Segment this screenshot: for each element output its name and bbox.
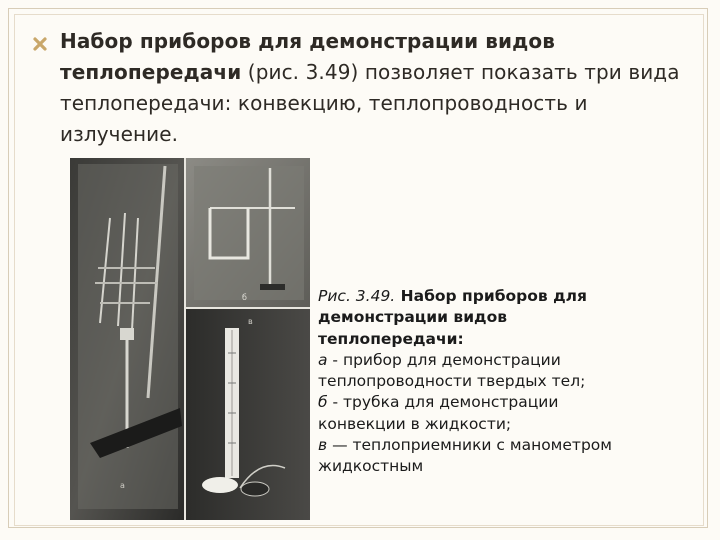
panel-label-b: б xyxy=(242,293,247,302)
panel-label-v: в xyxy=(248,317,253,326)
caption-item-b-text: - трубка для демонстрации конвекции в жидкости; xyxy=(318,393,559,433)
photo-panel-v xyxy=(185,308,310,520)
photo-panel-b xyxy=(185,158,310,308)
x-bullet-icon xyxy=(32,36,48,52)
caption-title: Набор приборов для демонстрации видов теплопередачи: xyxy=(318,287,587,348)
caption-item-v-text: — теплоприемники с манометром жидкостным xyxy=(318,436,612,476)
caption-item-a-text: - прибор для демонстрации теплопроводности твердых тел; xyxy=(318,350,586,391)
figure-caption xyxy=(318,286,648,478)
main-paragraph-rest: (рис. 3.49) позволяет показать три вида теплопередачи: конвекцию, теплопроводность и излучение. xyxy=(60,60,680,146)
main-paragraph xyxy=(60,26,700,150)
caption-item-a-letter: а xyxy=(318,350,328,369)
caption-fig-ref: Рис. 3.49. xyxy=(318,287,396,305)
main-paragraph-bold: Набор приборов для демонстрации видов теплопередачи xyxy=(60,29,555,84)
caption-item-v-letter: в xyxy=(318,436,328,455)
caption-item-b-letter: б xyxy=(318,393,328,412)
photo-panel-a xyxy=(70,158,185,520)
panel-label-a: а xyxy=(120,481,125,490)
apparatus-photo xyxy=(70,158,310,520)
